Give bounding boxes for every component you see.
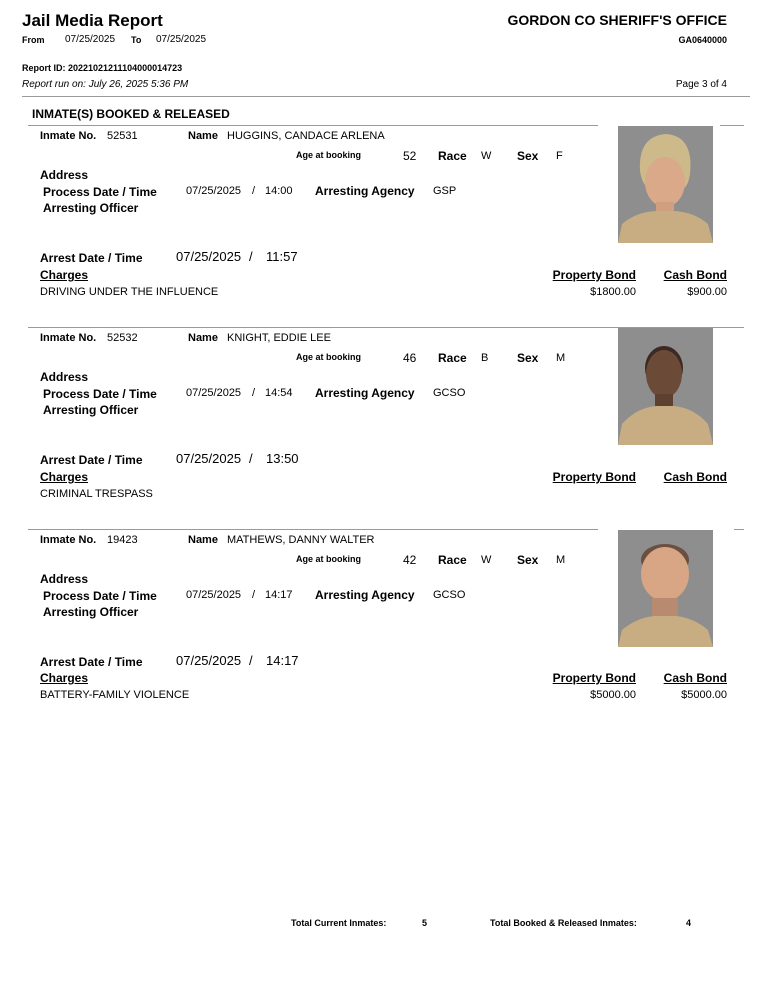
inmate-no: 19423 (107, 534, 138, 546)
age-label: Age at booking (296, 352, 361, 362)
inmate-no: 52531 (107, 130, 138, 142)
to-label: To (131, 35, 142, 45)
sex-label: Sex (517, 553, 539, 567)
age-label: Age at booking (296, 150, 361, 160)
record-divider (720, 125, 744, 126)
name-label: Name (188, 332, 218, 344)
cash-bond-label: Cash Bond (663, 268, 727, 282)
inmate-no: 52532 (107, 332, 138, 344)
process-time: 14:00 (265, 185, 293, 197)
report-title: Jail Media Report (22, 11, 163, 30)
total-booked-label: Total Booked & Released Inmates: (490, 918, 637, 928)
name-label: Name (188, 534, 218, 546)
arresting-agency: GCSO (433, 589, 466, 601)
inmate-name: MATHEWS, DANNY WALTER (227, 534, 375, 546)
property-bond-value: $5000.00 (590, 689, 636, 701)
arrest-slash: / (249, 653, 253, 668)
process-slash: / (252, 589, 256, 601)
process-date: 07/25/2025 (186, 589, 242, 601)
arrest-date: 07/25/2025 (176, 653, 242, 668)
page-number: Page 3 of 4 (675, 79, 727, 90)
age-value: 52 (403, 149, 417, 163)
section-title: INMATE(S) BOOKED & RELEASED (32, 107, 230, 121)
race-value: B (481, 352, 489, 364)
arrest-slash: / (249, 249, 253, 264)
race-label: Race (438, 149, 467, 163)
process-time: 14:54 (265, 387, 293, 399)
from-date: 07/25/2025 (65, 34, 116, 45)
total-booked-value: 4 (686, 918, 692, 928)
race-value: W (481, 554, 492, 566)
race-label: Race (438, 351, 467, 365)
inmate-name: KNIGHT, EDDIE LEE (227, 332, 331, 344)
cash-bond-label: Cash Bond (663, 671, 727, 685)
charge-text: BATTERY-FAMILY VIOLENCE (40, 689, 190, 701)
property-bond-value: $1800.00 (590, 286, 636, 298)
process-slash: / (252, 387, 256, 399)
arrest-time: 14:17 (266, 653, 299, 668)
arresting-agency-label: Arresting Agency (315, 184, 415, 198)
address-label: Address (40, 572, 89, 586)
sex-value: F (556, 150, 563, 162)
arrest-label: Arrest Date / Time (40, 453, 143, 467)
total-current-value: 5 (422, 918, 428, 928)
record-divider (734, 529, 744, 530)
charge-text: CRIMINAL TRESPASS (40, 488, 153, 500)
arrest-time: 11:57 (266, 249, 298, 264)
arresting-officer-label: Arresting Officer (43, 201, 139, 215)
agency-code: GA0640000 (678, 35, 727, 45)
age-value: 42 (403, 553, 417, 567)
charge-text: DRIVING UNDER THE INFLUENCE (40, 286, 219, 298)
inmate-no-label: Inmate No. (40, 130, 97, 142)
inmate-no-label: Inmate No. (40, 534, 97, 546)
process-label: Process Date / Time (43, 387, 157, 401)
cash-bond-value: $5000.00 (681, 689, 727, 701)
age-label: Age at booking (296, 554, 361, 564)
inmate-name: HUGGINS, CANDACE ARLENA (227, 130, 385, 142)
process-date: 07/25/2025 (186, 387, 242, 399)
process-time: 14:17 (265, 589, 293, 601)
inmate-photo (618, 126, 713, 243)
sex-label: Sex (517, 351, 539, 365)
process-label: Process Date / Time (43, 589, 157, 603)
header-divider (22, 96, 750, 97)
sex-label: Sex (517, 149, 539, 163)
property-bond-label: Property Bond (552, 671, 636, 685)
inmate-photo (618, 530, 713, 647)
address-label: Address (40, 168, 89, 182)
process-date: 07/25/2025 (186, 185, 242, 197)
arrest-label: Arrest Date / Time (40, 655, 143, 669)
arrest-date: 07/25/2025 (176, 451, 242, 466)
report-id: Report ID: 20221021211104000014723 (22, 63, 183, 73)
arresting-agency: GSP (433, 185, 457, 197)
total-current-label: Total Current Inmates: (291, 918, 387, 928)
cash-bond-value: $900.00 (687, 286, 727, 298)
from-label: From (22, 35, 45, 45)
record-divider (28, 125, 598, 126)
inmate-photo (618, 328, 713, 445)
property-bond-label: Property Bond (552, 268, 636, 282)
name-label: Name (188, 130, 218, 142)
report-run-on: Report run on: July 26, 2025 5:36 PM (22, 79, 189, 90)
arrest-label: Arrest Date / Time (40, 251, 143, 265)
agency-name: GORDON CO SHERIFF'S OFFICE (507, 12, 727, 28)
process-slash: / (252, 185, 256, 197)
arresting-officer-label: Arresting Officer (43, 605, 139, 619)
cash-bond-label: Cash Bond (663, 470, 727, 484)
arresting-agency-label: Arresting Agency (315, 588, 415, 602)
charges-label: Charges (40, 671, 89, 685)
sex-value: M (556, 352, 566, 364)
charges-label: Charges (40, 470, 89, 484)
race-label: Race (438, 553, 467, 567)
address-label: Address (40, 370, 89, 384)
inmate-record (0, 327, 773, 522)
charges-label: Charges (40, 268, 89, 282)
arrest-slash: / (249, 451, 253, 466)
arrest-date: 07/25/2025 (176, 249, 242, 264)
arresting-agency: GCSO (433, 387, 466, 399)
arrest-time: 13:50 (266, 451, 299, 466)
record-divider (28, 529, 598, 530)
sex-value: M (556, 554, 566, 566)
age-value: 46 (403, 351, 417, 365)
arresting-officer-label: Arresting Officer (43, 403, 139, 417)
inmate-no-label: Inmate No. (40, 332, 97, 344)
inmate-record (0, 529, 773, 724)
to-date: 07/25/2025 (156, 34, 207, 45)
property-bond-label: Property Bond (552, 470, 636, 484)
race-value: W (481, 150, 492, 162)
arresting-agency-label: Arresting Agency (315, 386, 415, 400)
inmate-record (0, 125, 773, 320)
process-label: Process Date / Time (43, 185, 157, 199)
